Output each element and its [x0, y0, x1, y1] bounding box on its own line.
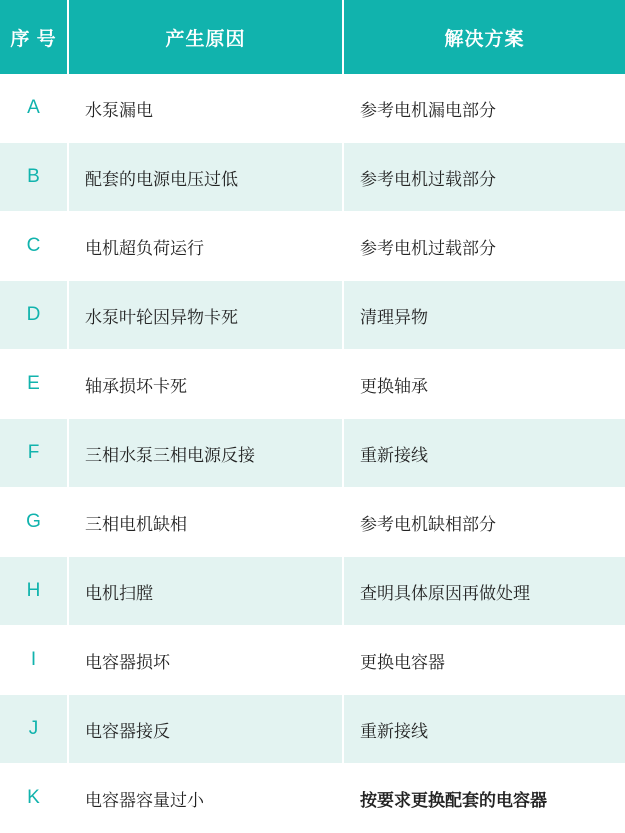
- table-row: [0, 626, 625, 695]
- row-cause: 三相电机缺相: [68, 488, 343, 557]
- column-header-cause: 产生原因: [68, 0, 343, 74]
- table-body: [0, 74, 625, 833]
- row-solution: 按要求更换配套的电容器: [343, 764, 625, 833]
- row-solution: 参考电机缺相部分: [343, 488, 625, 557]
- row-cause: 电容器接反: [68, 695, 343, 764]
- table-row: [0, 350, 625, 419]
- table-row: [0, 212, 625, 281]
- row-index: H: [0, 557, 68, 626]
- row-cause: 电机扫膛: [68, 557, 343, 626]
- row-solution: 清理异物: [343, 281, 625, 350]
- row-index: I: [0, 626, 68, 695]
- row-solution: 参考电机过载部分: [343, 143, 625, 212]
- row-index: F: [0, 419, 68, 488]
- table-row: [0, 281, 625, 350]
- row-index: A: [0, 74, 68, 143]
- row-cause: 三相水泵三相电源反接: [68, 419, 343, 488]
- row-cause: 水泵漏电: [68, 74, 343, 143]
- table-row: [0, 419, 625, 488]
- row-solution: 参考电机漏电部分: [343, 74, 625, 143]
- table-row: [0, 143, 625, 212]
- column-header-solution: 解决方案: [343, 0, 625, 74]
- table-row: [0, 695, 625, 764]
- table-row: [0, 488, 625, 557]
- row-solution: 查明具体原因再做处理: [343, 557, 625, 626]
- row-cause: 电容器损坏: [68, 626, 343, 695]
- row-index: D: [0, 281, 68, 350]
- row-index: J: [0, 695, 68, 764]
- table-header-row: [0, 0, 625, 74]
- row-cause: 电机超负荷运行: [68, 212, 343, 281]
- table-row: [0, 557, 625, 626]
- row-solution: 重新接线: [343, 695, 625, 764]
- table-row: [0, 74, 625, 143]
- row-solution: 重新接线: [343, 419, 625, 488]
- row-index: G: [0, 488, 68, 557]
- row-solution: 更换轴承: [343, 350, 625, 419]
- row-solution: 更换电容器: [343, 626, 625, 695]
- row-index: E: [0, 350, 68, 419]
- row-solution: 参考电机过载部分: [343, 212, 625, 281]
- row-index: C: [0, 212, 68, 281]
- row-cause: 水泵叶轮因异物卡死: [68, 281, 343, 350]
- row-index: K: [0, 764, 68, 833]
- row-cause: 电容器容量过小: [68, 764, 343, 833]
- row-index: B: [0, 143, 68, 212]
- table-row: [0, 764, 625, 833]
- column-header-index: 序 号: [0, 0, 68, 74]
- row-cause: 配套的电源电压过低: [68, 143, 343, 212]
- row-cause: 轴承损坏卡死: [68, 350, 343, 419]
- table-header: [0, 0, 625, 74]
